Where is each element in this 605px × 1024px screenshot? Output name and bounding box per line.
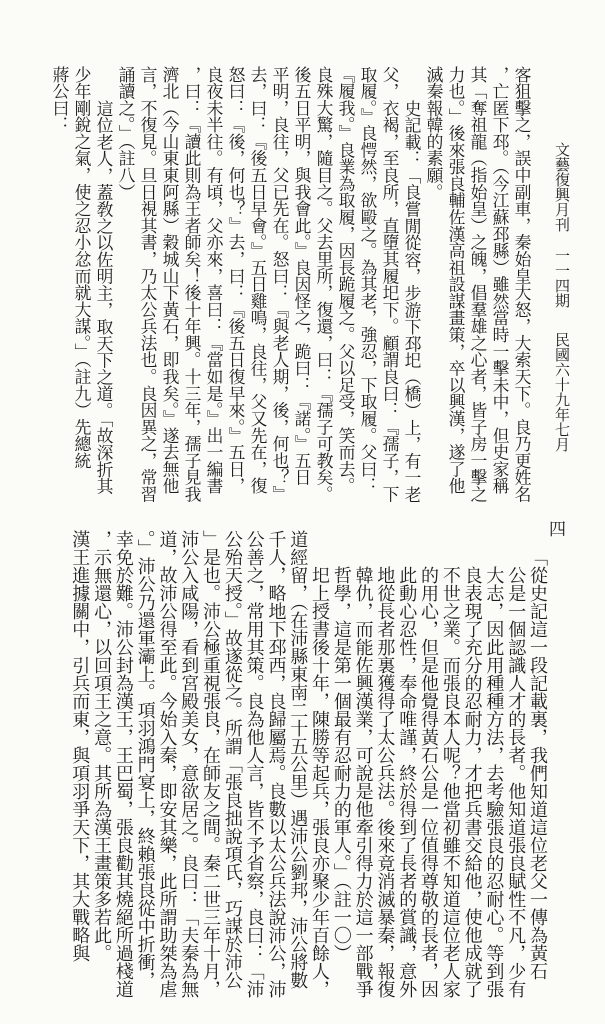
quote-column: 的用心，但是他覺得黃石公是一位值得尊敬的長者，因: [418, 566, 440, 998]
text-column: 怒曰：『後，何也？』去，曰：『後五日復早來。』五日，: [226, 66, 246, 495]
quote-column: 「從史記這一段記載裏，我們知道這位老父一傳為黃石: [527, 548, 548, 980]
text-column: 漢王進據關中，引兵而東，與項羽爭天下，其大戰略與: [69, 530, 91, 962]
text-column: 平明，良往，父已先在。怒曰：『與老人期，後，何也？』: [270, 66, 290, 503]
text-column: ，亡匿下邳。（今江蘇邳縣）雖然當時一擊未中，但史家稱: [490, 66, 510, 495]
text-column: 濟北（今山東東阿縣）穀城山下黃石，即我矣。』遂去無他: [160, 66, 180, 495]
text-column: 『履我。』良業為取履，因長跪履之。父以足受，笑而去。: [336, 66, 356, 495]
quote-column: 公是一個認識人才的長者。他知道張良賦性不凡，少有: [505, 566, 527, 998]
text-column: 力也。」後來張良輔佐漢高祖設謀畫策，卒以興漢，遂了他: [446, 66, 466, 495]
text-column: ，示無還心，以回項王之意。其所為漢王畫策多若此。: [91, 530, 113, 962]
quote-column: 不世之業。而張良本人呢？他當初雖不知道這位老人家: [439, 566, 461, 998]
text-column: 公殆天授。」故遂從之。所謂「張良拙說項氏，巧謀於沛公: [221, 530, 243, 989]
text-column: 其「奪祖龍（指始皇）之魄，倡羣雄之心者，皆子房一擊之: [468, 66, 488, 503]
quote-column: 良表現了充分的忍耐力，才把兵書交給他，使他成就了: [461, 566, 483, 998]
quote-column: 大志，因此用種種方法，去考驗張良的忍耐心。等到張: [483, 566, 505, 998]
text-column: 滅秦報韓的素願。: [424, 66, 444, 201]
issue-number: 一一四期: [553, 248, 571, 308]
page-number: 四: [549, 520, 566, 540]
text-column: 。」沛公乃還軍灞上。項羽鴻門宴上，終賴張良從中折衝，: [134, 530, 156, 989]
text-column: 道，故沛公得至此。今始入秦，即安其樂，此所謂助桀為虐: [156, 530, 178, 998]
quote-column: 地從長者那裏獲得了太公兵法。後來竟消滅暴秦，報復: [374, 566, 396, 998]
text-column: 良殊大驚，隨目之。父去里所，復還，曰：『孺子可教矣。: [314, 66, 334, 503]
text-column: 言，不復見。旦日視其書，乃太公兵法也。良因異之，常習: [138, 66, 158, 503]
paragraph-start-column: 圯上授書後十年，陳勝等起兵，張良亦聚少年百餘人，: [309, 566, 331, 998]
paragraph-start-column: 史記載：「良嘗閒從容，步游下邳圯（橋）上，有一老: [402, 99, 422, 503]
text-column: 蔣公曰：: [50, 66, 70, 134]
text-column: 千人，略地下邳西，良歸屬焉。良數以太公兵法說沛公，沛: [265, 530, 287, 998]
quote-column: 哲學，這是第一個最有忍耐力的軍人。」（註一〇）: [330, 566, 352, 962]
text-column: 道經留，（在沛縣東南二十五公里）遇沛公劉邦，沛公將數: [287, 530, 309, 989]
lower-text-block: [68, 530, 548, 1010]
text-column: 去，曰：『後五日早會。』五日雞鳴，良往，父又先在，復: [248, 66, 268, 495]
text-column: 少年剛銳之氣，使之忍小忿而就大謀。」（註九）先總統: [72, 66, 92, 469]
text-column: 公善之，常用其策。良為他人言，皆不予省察，良曰：「沛: [243, 530, 265, 998]
text-column: ，曰：『讀此則為王者師矣！後十年興。十三年，孺子見我: [182, 66, 202, 503]
quote-column: 此動心忍性，奉命唯謹，終於得到了長者的賞識，意外: [396, 566, 418, 998]
quote-column: 韓仇，而能佐興漢業，可說是他牽引得力於這一部戰爭: [352, 566, 374, 998]
text-column: 後五日平明，與我會此。』良因怪之，跪曰：『諾。』五日: [292, 66, 312, 486]
text-column: 幸免於難。沛公封為漢王，王巴蜀，張良勸其燒絕所過棧道: [112, 530, 134, 998]
text-column: 良夜未半往。有頃，父亦來，喜曰：『當如是。』出一編書: [204, 66, 224, 495]
upper-text-block: [49, 66, 533, 511]
running-header: [552, 142, 572, 482]
text-column: 客狙擊之，誤中副車，秦始皇大怒，大索天下。良乃更姓名: [512, 66, 532, 503]
paragraph-start-column: 這位老人，蓋敎之以佐明主，取天下之道。「故深折其: [94, 99, 114, 495]
text-column: 」是也。沛公極重視張良，在師友之間。秦二世三年十月，: [200, 530, 222, 998]
text-column: 沛公入咸陽，看到宮殿美女，意欲居之。良曰：「夫秦為無: [178, 530, 200, 998]
text-column: 取履。』良愕然，欲毆之。為其老，強忍，下取履。父曰：: [358, 66, 378, 495]
journal-title: 文藝復興月刊: [553, 142, 571, 232]
issue-date: 民國六十九年七月: [553, 332, 571, 452]
text-column: 父，衣褐，至良所，直墮其履圯下。顧謂良曰：『孺子，下: [380, 66, 400, 503]
text-column: 誦讀之。」（註八）: [116, 66, 136, 201]
